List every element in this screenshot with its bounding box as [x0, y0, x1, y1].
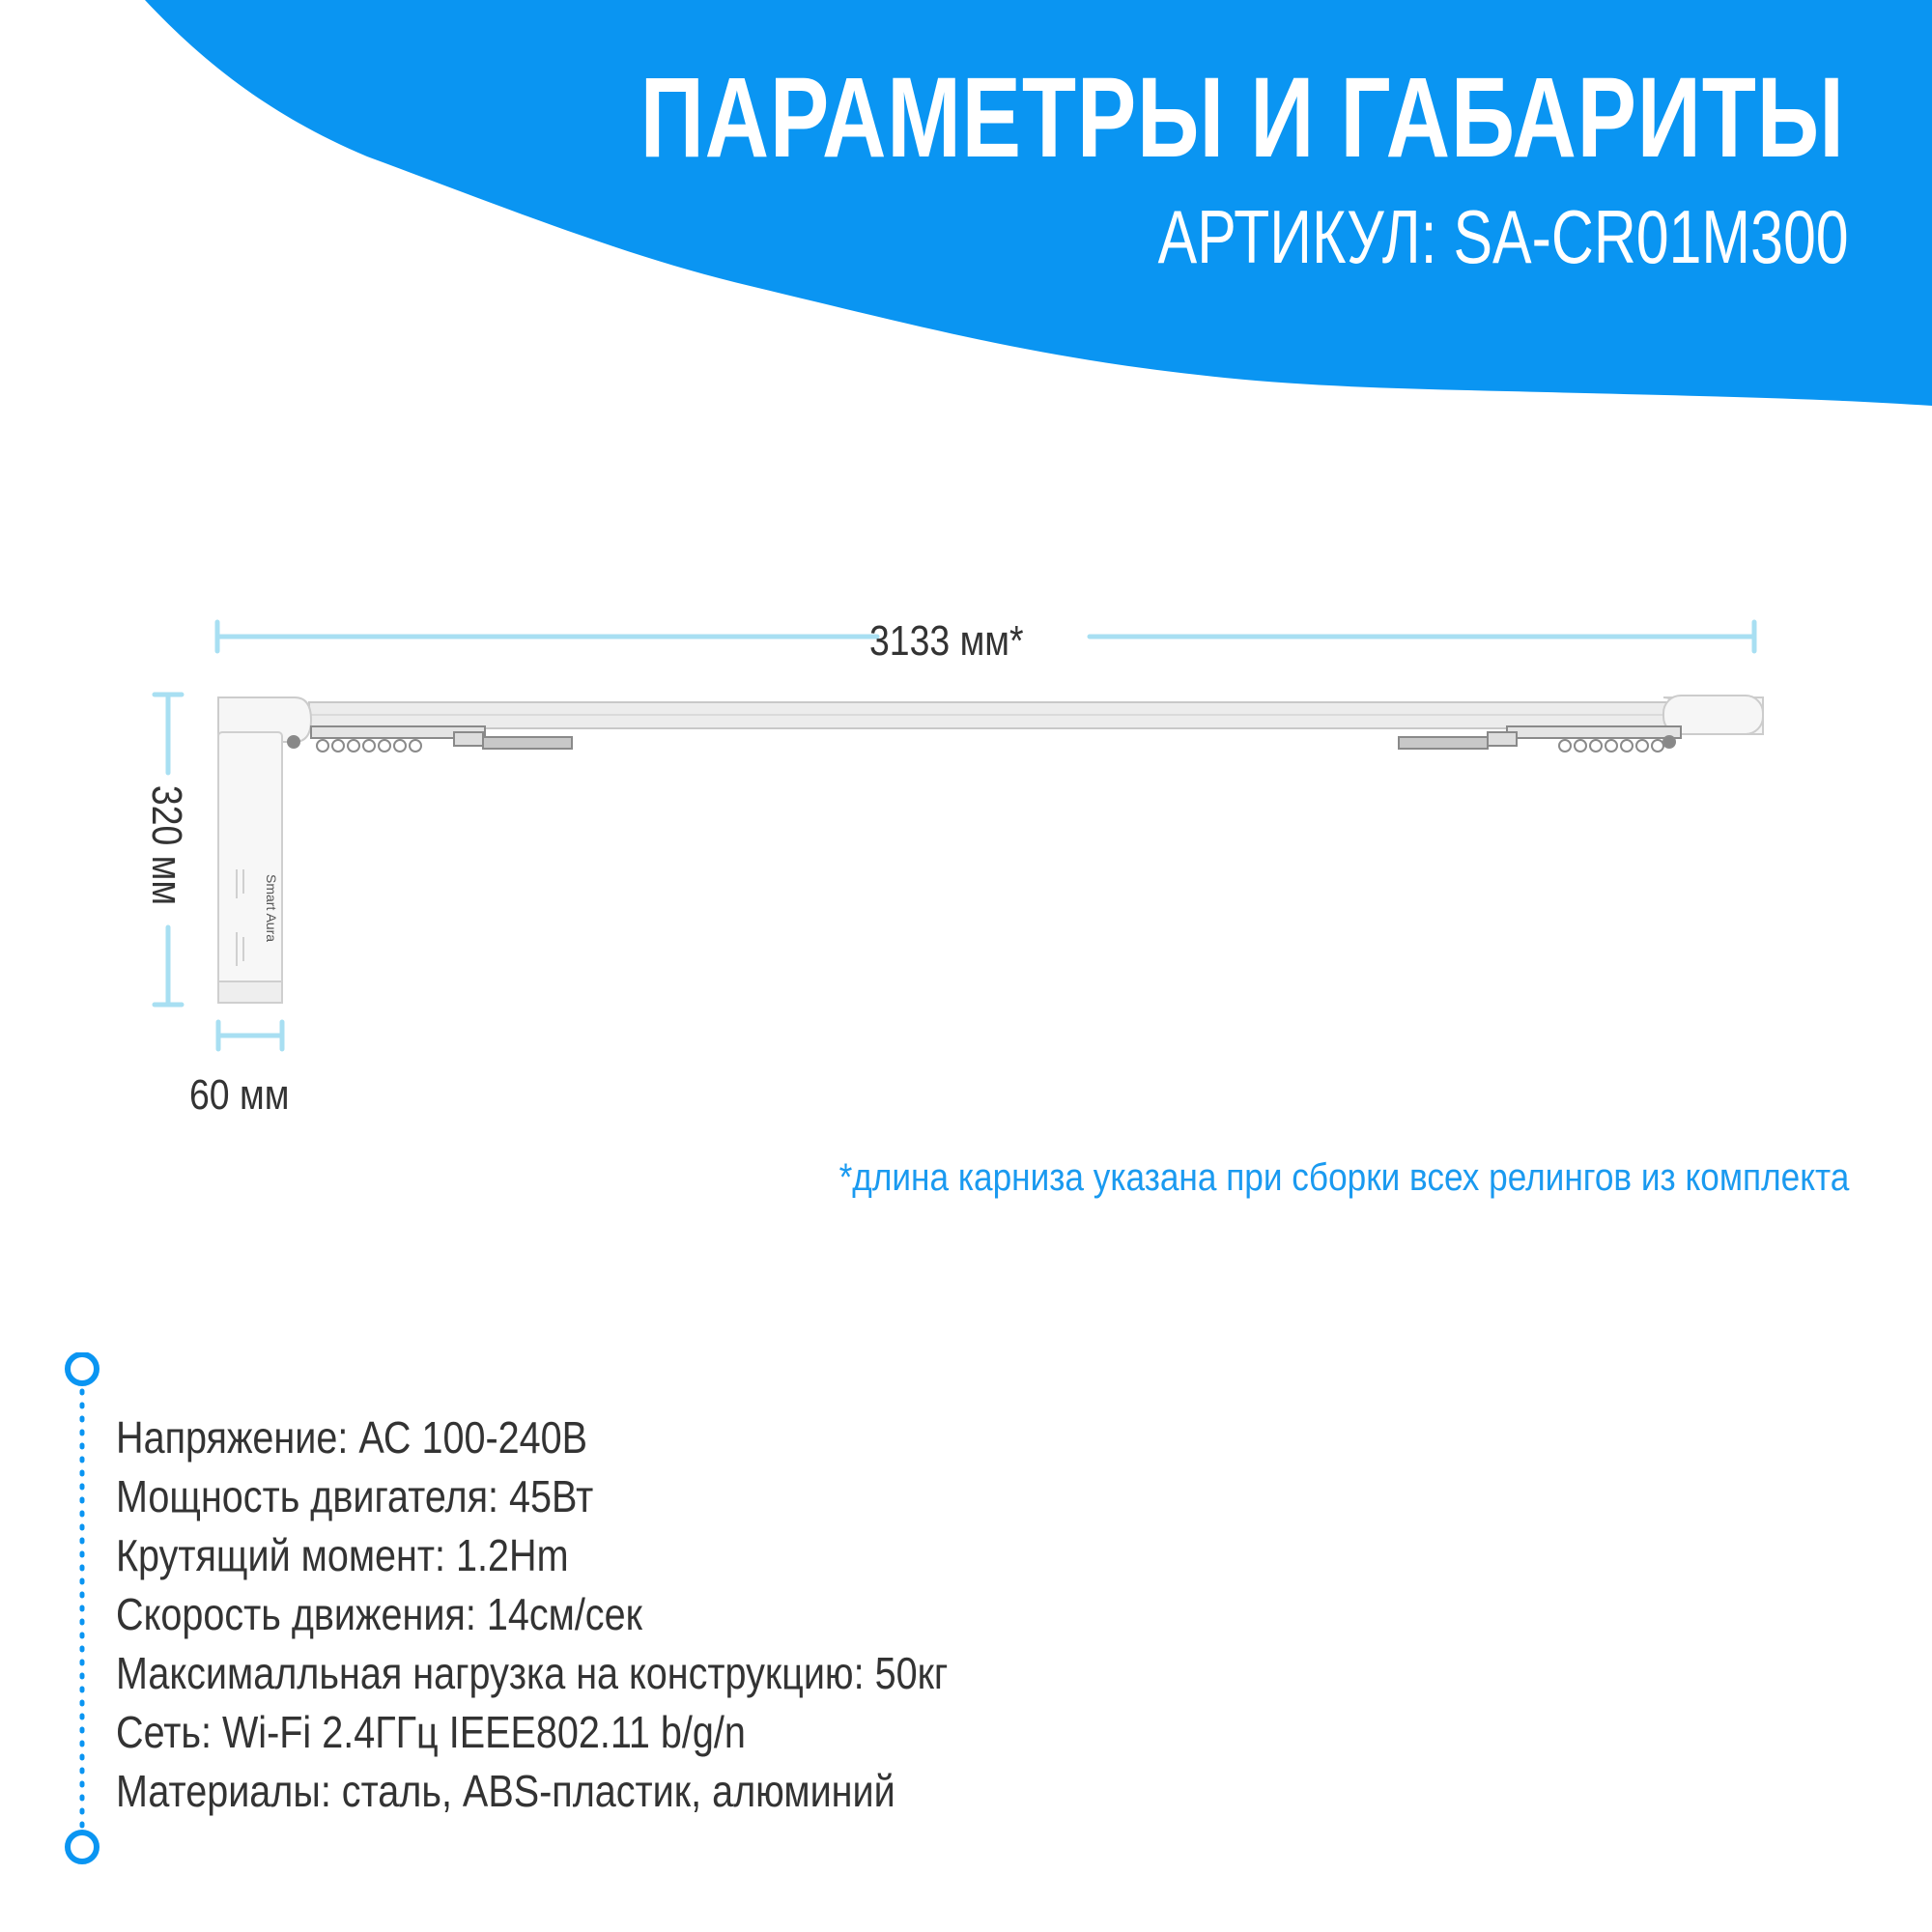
article-number: АРТИКУЛ: SA-CR01M300 — [1158, 194, 1849, 279]
length-footnote: *длина карниза указана при сборки всех релингов из комплекта — [838, 1156, 1849, 1199]
spec-network: Сеть: Wi-Fi 2.4ГГц IEEE802.11 b/g/n — [116, 1707, 746, 1757]
width-dimension-label: 60 мм — [189, 1071, 290, 1119]
motor-brand-label: Smart Aura — [264, 874, 279, 943]
right-carriage — [1399, 726, 1681, 752]
spec-materials: Материалы: сталь, ABS-пластик, алюминий — [116, 1766, 895, 1816]
spec-list — [116, 1408, 1084, 1821]
height-dimension-label: 320 мм — [143, 784, 190, 906]
length-dimension-label: 3133 мм* — [869, 617, 1024, 665]
product-drawing — [0, 599, 1932, 1121]
spec-max-load: Максималльная нагрузка на конструкцию: 50кг — [116, 1648, 949, 1698]
spec-torque: Крутящий момент: 1.2Нm — [116, 1530, 569, 1580]
timeline-top-circle — [68, 1354, 97, 1383]
spec-speed: Скорость движения: 14см/сек — [116, 1589, 642, 1639]
left-carriage — [288, 726, 572, 752]
timeline-bottom-circle — [68, 1833, 97, 1861]
width-dimension-line — [218, 1022, 282, 1049]
curtain-motor — [218, 732, 282, 1003]
spec-voltage: Напряжение: АС 100-240В — [116, 1412, 588, 1463]
spec-motor-power: Мощность двигателя: 45Вт — [116, 1471, 594, 1521]
spec-timeline — [58, 1352, 106, 1874]
page-title: ПАРАМЕТРЫ И ГАБАРИТЫ — [640, 54, 1845, 182]
